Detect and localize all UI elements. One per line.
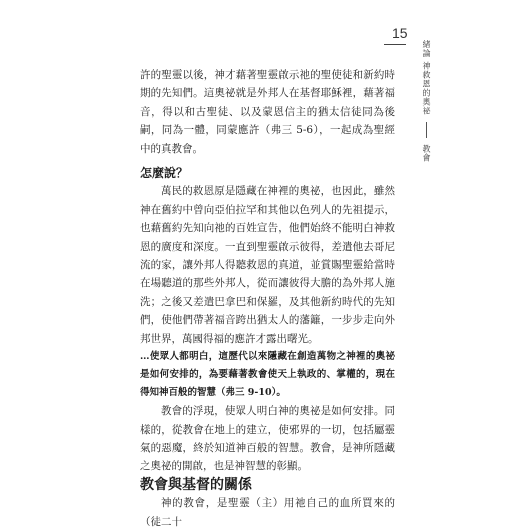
running-title-divider — [426, 122, 427, 138]
running-title — [412, 40, 432, 163]
header-rule — [384, 44, 406, 45]
paragraph-1: 許的聖靈以後，神才藉著聖靈啟示祂的聖使徒和新約時期的先知們。這奧祕就是外邦人在基督耶穌裡，藉著福音，得以和古聖徒、以及蒙恩信主的猶太信徒同為後嗣，同為一體，同蒙應許（弗三 5-6），一起成為聖經中的真教會。 — [140, 69, 395, 155]
paragraph-3: 教會的浮現，使眾人明白神的奧祕是如何安排。同樣的，從教會在地上的建立，使邪界的一切，包括屬靈氣的惡魔，終於知道神百般的智慧。教會，是神所隱藏之奧祕的開啟，也是神智慧的彰顯。 — [140, 405, 395, 473]
subheading: 怎麼說？ — [140, 166, 189, 181]
paragraph-4: 神的教會，是聖靈（主）用祂自己的血所買來的（徒二十 — [140, 497, 395, 528]
body-text — [140, 66, 395, 531]
page-number: 15 — [392, 25, 408, 41]
section-heading: 教會與基督的關係 — [140, 476, 252, 493]
paragraph-2: 萬民的救恩原是隱藏在神裡的奧祕，也因此，雖然神在舊約中曾向亞伯拉罕和其他以色列人的先祖提示，也藉舊約先知向祂的百姓宣告，他們始終不能明白神救恩的廣度和深度。一直到聖靈啟示彼得，差遣他去哥尼流的家，讓外邦人得聽救恩的真道，並賞賜聖靈給當時在場聽道的那些外邦人，從而讓彼得大膽的為外邦人施洗；之後又差遣巴拿巴和保羅，及其他新約時代的先知們，使他們帶著福音跨出猶太人的藩籬，一步步走向外邦世界，萬國得福的應許才露出曙光。 — [140, 185, 395, 345]
running-title-chapter: 教會 — [422, 144, 431, 163]
scripture-quote: …使眾人都明白，這歷代以來隱藏在創造萬物之神裡的奧祕是如何安排的，為要藉著教會使天上執政的、掌權的，現在得知神百般的智慧（弗三 9-10）。 — [140, 351, 395, 399]
running-title-main: 緒論 神救恩的奧祕 — [422, 40, 431, 116]
